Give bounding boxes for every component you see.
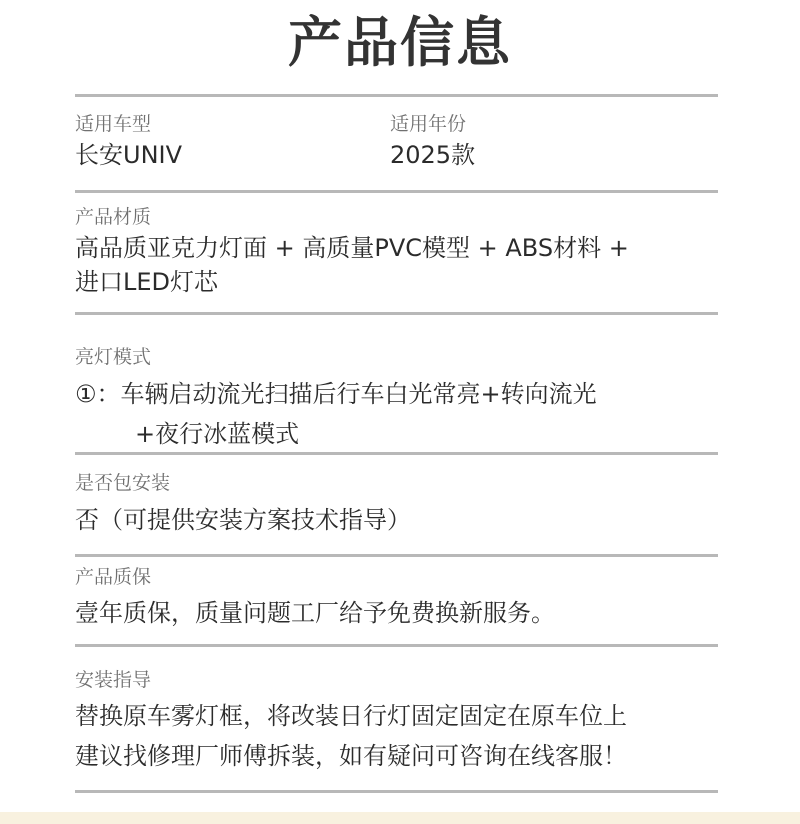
divider — [75, 790, 718, 793]
light-mode-line-1: ①：车辆启动流光扫描后行车白光常亮+转向流光 — [75, 380, 597, 408]
year-value: 2025款 — [390, 141, 476, 169]
vehicle-value: 长安UNIV — [75, 141, 183, 169]
install-guide-label: 安装指导 — [75, 669, 152, 691]
installation-value: 否（可提供安装方案技术指导） — [75, 506, 411, 534]
warranty-label: 产品质保 — [75, 566, 152, 588]
light-mode-label: 亮灯模式 — [75, 346, 152, 368]
divider — [75, 190, 718, 193]
divider — [75, 452, 718, 455]
divider — [75, 94, 718, 97]
install-guide-line-1: 替换原车雾灯框，将改装日行灯固定固定在原车位上 — [75, 702, 627, 730]
bottom-band — [0, 812, 800, 824]
material-label: 产品材质 — [75, 206, 152, 228]
material-line-1: 高品质亚克力灯面 + 高质量PVC模型 + ABS材料 + — [75, 234, 629, 262]
vehicle-label: 适用车型 — [75, 113, 152, 135]
divider — [75, 312, 718, 315]
warranty-value: 壹年质保，质量问题工厂给予免费换新服务。 — [75, 599, 555, 627]
install-guide-line-2: 建议找修理厂师傅拆装，如有疑问可咨询在线客服！ — [75, 742, 627, 770]
installation-label: 是否包安装 — [75, 472, 171, 494]
divider — [75, 554, 718, 557]
year-label: 适用年份 — [390, 113, 467, 135]
light-mode-line-2: +夜行冰蓝模式 — [135, 420, 300, 448]
material-line-2: 进口LED灯芯 — [75, 268, 219, 296]
divider — [75, 644, 718, 647]
page-title: 产品信息 — [288, 11, 512, 74]
